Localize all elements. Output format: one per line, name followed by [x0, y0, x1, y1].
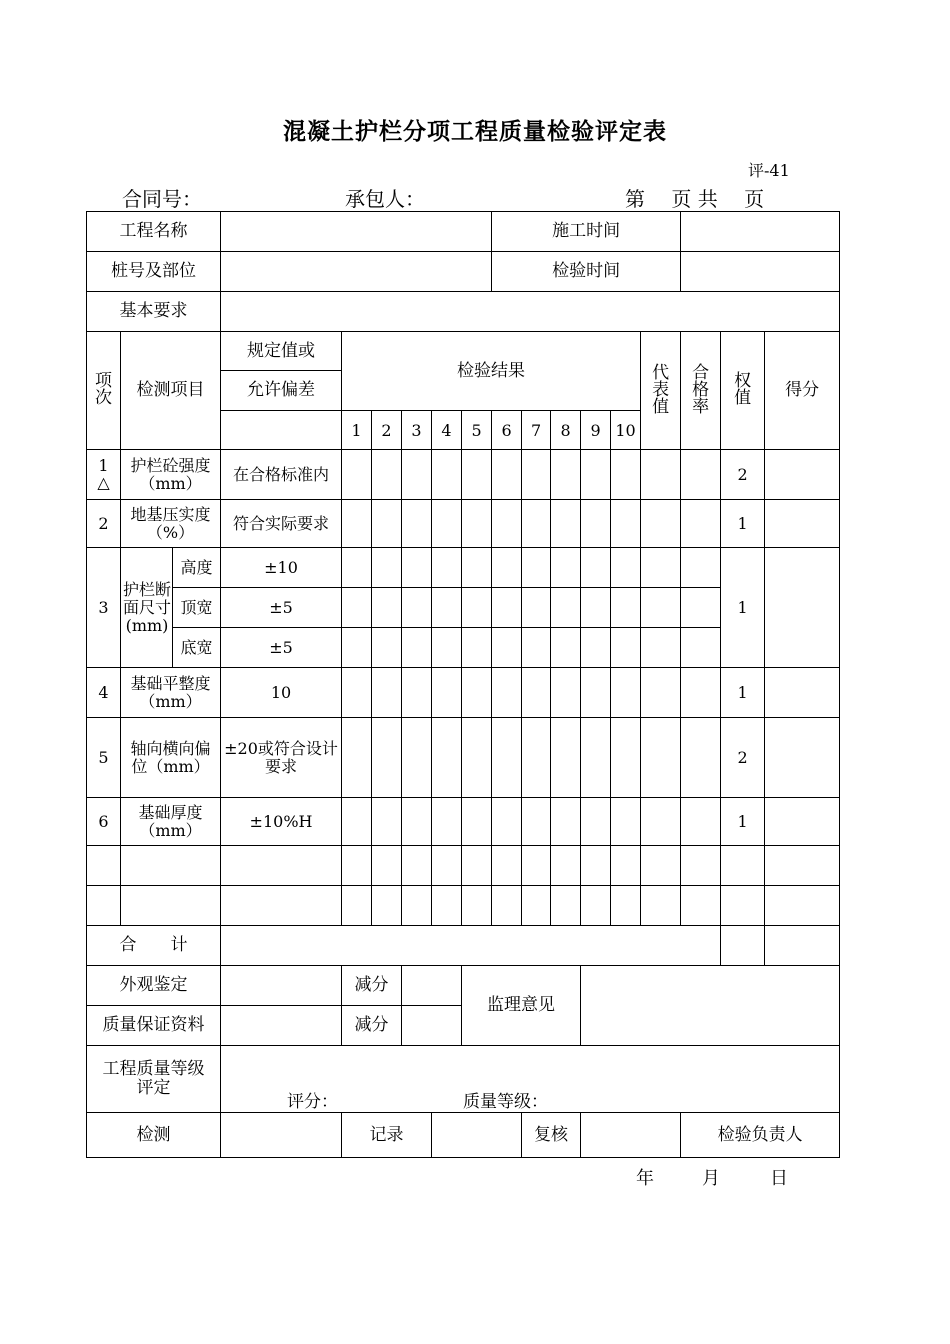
- results-header: 检验结果: [342, 332, 641, 411]
- result-cell[interactable]: [581, 548, 611, 588]
- result-cell[interactable]: [342, 588, 372, 628]
- result-cell[interactable]: [611, 500, 641, 548]
- score-label: 评分：: [287, 1092, 339, 1112]
- representative-cell[interactable]: [641, 798, 681, 846]
- result-cell[interactable]: [402, 500, 432, 548]
- result-col-number: 1: [342, 411, 372, 450]
- pass-rate-cell[interactable]: [681, 798, 721, 846]
- result-cell[interactable]: [522, 798, 551, 846]
- appearance-deduction-value[interactable]: [402, 966, 462, 1006]
- result-col-number: 2: [372, 411, 402, 450]
- review-signature[interactable]: [581, 1113, 681, 1158]
- record-label: 记录: [342, 1113, 432, 1158]
- item-no: 6: [87, 798, 121, 846]
- result-cell[interactable]: [492, 450, 522, 500]
- spec-header-1: 规定值或: [221, 332, 342, 371]
- supervision-opinion-label: 监理意见: [462, 966, 581, 1046]
- date-year: 年: [636, 1168, 654, 1189]
- table-row: [87, 846, 840, 886]
- spec-value: 在合格标准内: [221, 450, 342, 500]
- result-cell[interactable]: [342, 548, 372, 588]
- result-cell[interactable]: [342, 500, 372, 548]
- result-cell[interactable]: [492, 500, 522, 548]
- check-item[interactable]: [121, 846, 221, 886]
- result-cell[interactable]: [432, 450, 462, 500]
- spec-value[interactable]: [221, 846, 342, 886]
- result-cell[interactable]: [492, 886, 522, 926]
- result-cell[interactable]: [462, 798, 492, 846]
- result-cell[interactable]: [492, 798, 522, 846]
- representative-cell[interactable]: [641, 500, 681, 548]
- result-cell[interactable]: [462, 846, 492, 886]
- total-label: 合 计: [87, 926, 221, 966]
- result-cell[interactable]: [581, 718, 611, 798]
- result-cell[interactable]: [462, 450, 492, 500]
- result-col-number: 4: [432, 411, 462, 450]
- check-item-header: 检测项目: [121, 332, 221, 450]
- representative-cell[interactable]: [641, 450, 681, 500]
- grade-label: 质量等级：: [463, 1092, 549, 1112]
- result-cell[interactable]: [551, 588, 581, 628]
- score-header: 得分: [765, 332, 840, 450]
- result-col-number: 5: [462, 411, 492, 450]
- result-cell[interactable]: [432, 668, 462, 718]
- result-col-number: 8: [551, 411, 581, 450]
- pass-rate-header: 合格率: [681, 332, 721, 450]
- result-cell[interactable]: [522, 450, 551, 500]
- total-weight[interactable]: [721, 926, 765, 966]
- result-cell[interactable]: [342, 846, 372, 886]
- weight-value: 1: [721, 668, 765, 718]
- result-cell[interactable]: [581, 886, 611, 926]
- table-row: [87, 548, 840, 588]
- spec-header-2: 允许偏差: [221, 371, 342, 411]
- pass-rate-cell[interactable]: [681, 886, 721, 926]
- result-col-number: 6: [492, 411, 522, 450]
- result-cell[interactable]: [432, 886, 462, 926]
- result-cell[interactable]: [432, 548, 462, 588]
- date-day: 日: [770, 1168, 788, 1189]
- result-cell[interactable]: [372, 846, 402, 886]
- construction-time-value[interactable]: [681, 212, 840, 252]
- result-cell[interactable]: [372, 548, 402, 588]
- result-col-number: 10: [611, 411, 641, 450]
- spec-value: ±10%H: [221, 798, 342, 846]
- result-cell[interactable]: [522, 668, 551, 718]
- record-signature[interactable]: [432, 1113, 522, 1158]
- result-cell[interactable]: [611, 668, 641, 718]
- result-cell[interactable]: [432, 628, 462, 668]
- table-row: [87, 718, 840, 798]
- date-month: 月: [702, 1168, 720, 1189]
- result-cell[interactable]: [342, 668, 372, 718]
- result-cell[interactable]: [342, 718, 372, 798]
- score-cell[interactable]: [765, 500, 840, 548]
- representative-cell[interactable]: [641, 628, 681, 668]
- contractor-label: 承包人：: [345, 187, 425, 211]
- weight-value: 2: [721, 718, 765, 798]
- representative-cell[interactable]: [641, 886, 681, 926]
- supervision-opinion-value[interactable]: [581, 966, 840, 1046]
- result-cell[interactable]: [522, 500, 551, 548]
- total-value[interactable]: [221, 926, 721, 966]
- table-row: [87, 500, 840, 548]
- sub-item: 底宽: [173, 628, 221, 668]
- inspection-time-value[interactable]: [681, 252, 840, 292]
- check-item: 护栏砼强度（mm）: [121, 450, 221, 500]
- inspection-time-label: 检验时间: [492, 252, 681, 292]
- score-cell[interactable]: [765, 846, 840, 886]
- form-code: 评-41: [748, 161, 790, 180]
- appearance-label: 外观鉴定: [87, 966, 221, 1006]
- sub-item: 高度: [173, 548, 221, 588]
- result-cell[interactable]: [402, 798, 432, 846]
- result-cell[interactable]: [611, 798, 641, 846]
- weight-value: 1: [721, 798, 765, 846]
- result-cell[interactable]: [551, 500, 581, 548]
- result-cell[interactable]: [432, 500, 462, 548]
- quality-grade-eval-label: 工程质量等级评定: [87, 1046, 221, 1113]
- result-cell[interactable]: [402, 886, 432, 926]
- score-cell[interactable]: [765, 798, 840, 846]
- result-cell[interactable]: [342, 628, 372, 668]
- weight-value[interactable]: [721, 846, 765, 886]
- quality-docs-deduction-label: 减分: [342, 1006, 402, 1046]
- project-name-value[interactable]: [221, 212, 492, 252]
- check-item: 地基压实度（%）: [121, 500, 221, 548]
- result-cell[interactable]: [462, 500, 492, 548]
- score-cell[interactable]: [765, 886, 840, 926]
- weight-header: 权值: [721, 332, 765, 450]
- result-cell[interactable]: [551, 718, 581, 798]
- result-cell[interactable]: [462, 548, 492, 588]
- review-label: 复核: [522, 1113, 581, 1158]
- table-row: [87, 798, 840, 846]
- result-cell[interactable]: [462, 668, 492, 718]
- check-item: 基础平整度（mm）: [121, 668, 221, 718]
- spec-value[interactable]: [221, 886, 342, 926]
- result-cell[interactable]: [402, 450, 432, 500]
- result-cell[interactable]: [551, 798, 581, 846]
- result-cell[interactable]: [432, 588, 462, 628]
- score-cell[interactable]: [765, 450, 840, 500]
- result-cell[interactable]: [462, 588, 492, 628]
- page-label: 第 页 共 页: [625, 187, 765, 211]
- result-cell[interactable]: [372, 886, 402, 926]
- spec-value: 10: [221, 668, 342, 718]
- result-cell[interactable]: [611, 628, 641, 668]
- result-cell[interactable]: [522, 846, 551, 886]
- result-cell[interactable]: [342, 450, 372, 500]
- check-item[interactable]: [121, 886, 221, 926]
- result-cell[interactable]: [492, 548, 522, 588]
- inspect-signature[interactable]: [221, 1113, 342, 1158]
- basic-requirements-label: 基本要求: [87, 292, 221, 332]
- representative-cell[interactable]: [641, 668, 681, 718]
- weight-value: 1: [721, 548, 765, 668]
- result-cell[interactable]: [522, 886, 551, 926]
- item-no: 3: [87, 548, 121, 668]
- result-col-number: 7: [522, 411, 551, 450]
- spec-value: ±10: [221, 548, 342, 588]
- weight-value: 1: [721, 500, 765, 548]
- pass-rate-cell[interactable]: [681, 500, 721, 548]
- score-cell[interactable]: [765, 668, 840, 718]
- pass-rate-cell[interactable]: [681, 548, 721, 588]
- pass-rate-cell[interactable]: [681, 450, 721, 500]
- result-cell[interactable]: [611, 548, 641, 588]
- result-cell[interactable]: [581, 500, 611, 548]
- result-cell[interactable]: [372, 668, 402, 718]
- result-cell[interactable]: [551, 450, 581, 500]
- quality-docs-deduction-value[interactable]: [402, 1006, 462, 1046]
- project-name-label: 工程名称: [87, 212, 221, 252]
- result-cell[interactable]: [372, 450, 402, 500]
- score-cell[interactable]: [765, 718, 840, 798]
- result-cell[interactable]: [492, 628, 522, 668]
- pass-rate-cell[interactable]: [681, 718, 721, 798]
- table-row: [87, 668, 840, 718]
- total-score[interactable]: [765, 926, 840, 966]
- form-title: 混凝土护栏分项工程质量检验评定表: [283, 118, 667, 145]
- spec-header-blank: [221, 411, 342, 450]
- table-row: [87, 886, 840, 926]
- result-cell[interactable]: [432, 718, 462, 798]
- result-cell[interactable]: [462, 628, 492, 668]
- result-cell[interactable]: [551, 668, 581, 718]
- result-cell[interactable]: [581, 450, 611, 500]
- check-item: 轴向横向偏位（mm）: [121, 718, 221, 798]
- result-cell[interactable]: [402, 846, 432, 886]
- basic-requirements-value[interactable]: [221, 292, 840, 332]
- spec-value: ±20或符合设计要求: [221, 718, 342, 798]
- check-item: 基础厚度（mm）: [121, 798, 221, 846]
- result-cell[interactable]: [522, 718, 551, 798]
- result-cell[interactable]: [611, 846, 641, 886]
- quality-docs-value[interactable]: [221, 1006, 342, 1046]
- station-location-value[interactable]: [221, 252, 492, 292]
- result-cell[interactable]: [581, 668, 611, 718]
- representative-cell[interactable]: [641, 548, 681, 588]
- result-cell[interactable]: [432, 846, 462, 886]
- result-cell[interactable]: [492, 718, 522, 798]
- result-cell[interactable]: [462, 718, 492, 798]
- result-cell[interactable]: [551, 628, 581, 668]
- result-cell[interactable]: [342, 798, 372, 846]
- result-cell[interactable]: [611, 588, 641, 628]
- quality-grade-eval-value[interactable]: [221, 1046, 840, 1113]
- result-cell[interactable]: [581, 588, 611, 628]
- item-no-header: 项次: [87, 332, 121, 450]
- result-cell[interactable]: [402, 588, 432, 628]
- quality-docs-label: 质量保证资料: [87, 1006, 221, 1046]
- result-cell[interactable]: [372, 500, 402, 548]
- item-no: 2: [87, 500, 121, 548]
- appearance-deduction-label: 减分: [342, 966, 402, 1006]
- inspection-leader-label: 检验负责人: [681, 1113, 840, 1158]
- table-row: [87, 450, 840, 500]
- result-cell[interactable]: [551, 886, 581, 926]
- result-cell[interactable]: [402, 548, 432, 588]
- representative-cell[interactable]: [641, 588, 681, 628]
- spec-value: ±5: [221, 588, 342, 628]
- result-cell[interactable]: [402, 718, 432, 798]
- item-no: 4: [87, 668, 121, 718]
- pass-rate-cell[interactable]: [681, 588, 721, 628]
- result-cell[interactable]: [492, 588, 522, 628]
- result-cell[interactable]: [432, 798, 462, 846]
- result-cell[interactable]: [522, 588, 551, 628]
- result-cell[interactable]: [611, 450, 641, 500]
- result-cell[interactable]: [402, 668, 432, 718]
- result-cell[interactable]: [492, 846, 522, 886]
- result-cell[interactable]: [372, 588, 402, 628]
- result-cell[interactable]: [581, 798, 611, 846]
- result-cell[interactable]: [372, 798, 402, 846]
- station-location-label: 桩号及部位: [87, 252, 221, 292]
- evaluation-table: [86, 211, 840, 1158]
- pass-rate-cell[interactable]: [681, 846, 721, 886]
- result-cell[interactable]: [522, 548, 551, 588]
- item-no[interactable]: [87, 846, 121, 886]
- result-col-number: 9: [581, 411, 611, 450]
- representative-cell[interactable]: [641, 718, 681, 798]
- result-cell[interactable]: [522, 628, 551, 668]
- result-cell[interactable]: [551, 846, 581, 886]
- result-cell[interactable]: [581, 846, 611, 886]
- representative-header: 代表值: [641, 332, 681, 450]
- date-line: [636, 1164, 788, 1190]
- result-cell[interactable]: [551, 548, 581, 588]
- check-item: 护栏断面尺寸(mm): [121, 548, 173, 668]
- sub-item: 顶宽: [173, 588, 221, 628]
- weight-value[interactable]: [721, 886, 765, 926]
- result-cell[interactable]: [581, 628, 611, 668]
- spec-value: ±5: [221, 628, 342, 668]
- score-cell[interactable]: [765, 548, 840, 668]
- item-no: 1△: [87, 450, 121, 500]
- result-cell[interactable]: [611, 886, 641, 926]
- inspect-label: 检测: [87, 1113, 221, 1158]
- pass-rate-cell[interactable]: [681, 668, 721, 718]
- result-cell[interactable]: [372, 628, 402, 668]
- result-cell[interactable]: [462, 886, 492, 926]
- appearance-value[interactable]: [221, 966, 342, 1006]
- result-cell[interactable]: [492, 668, 522, 718]
- spec-value: 符合实际要求: [221, 500, 342, 548]
- item-no: 5: [87, 718, 121, 798]
- result-cell[interactable]: [611, 718, 641, 798]
- item-no[interactable]: [87, 886, 121, 926]
- result-cell[interactable]: [372, 718, 402, 798]
- pass-rate-cell[interactable]: [681, 628, 721, 668]
- contract-no-label: 合同号：: [122, 187, 202, 211]
- representative-cell[interactable]: [641, 846, 681, 886]
- result-col-number: 3: [402, 411, 432, 450]
- result-cell[interactable]: [342, 886, 372, 926]
- construction-time-label: 施工时间: [492, 212, 681, 252]
- weight-value: 2: [721, 450, 765, 500]
- result-cell[interactable]: [402, 628, 432, 668]
